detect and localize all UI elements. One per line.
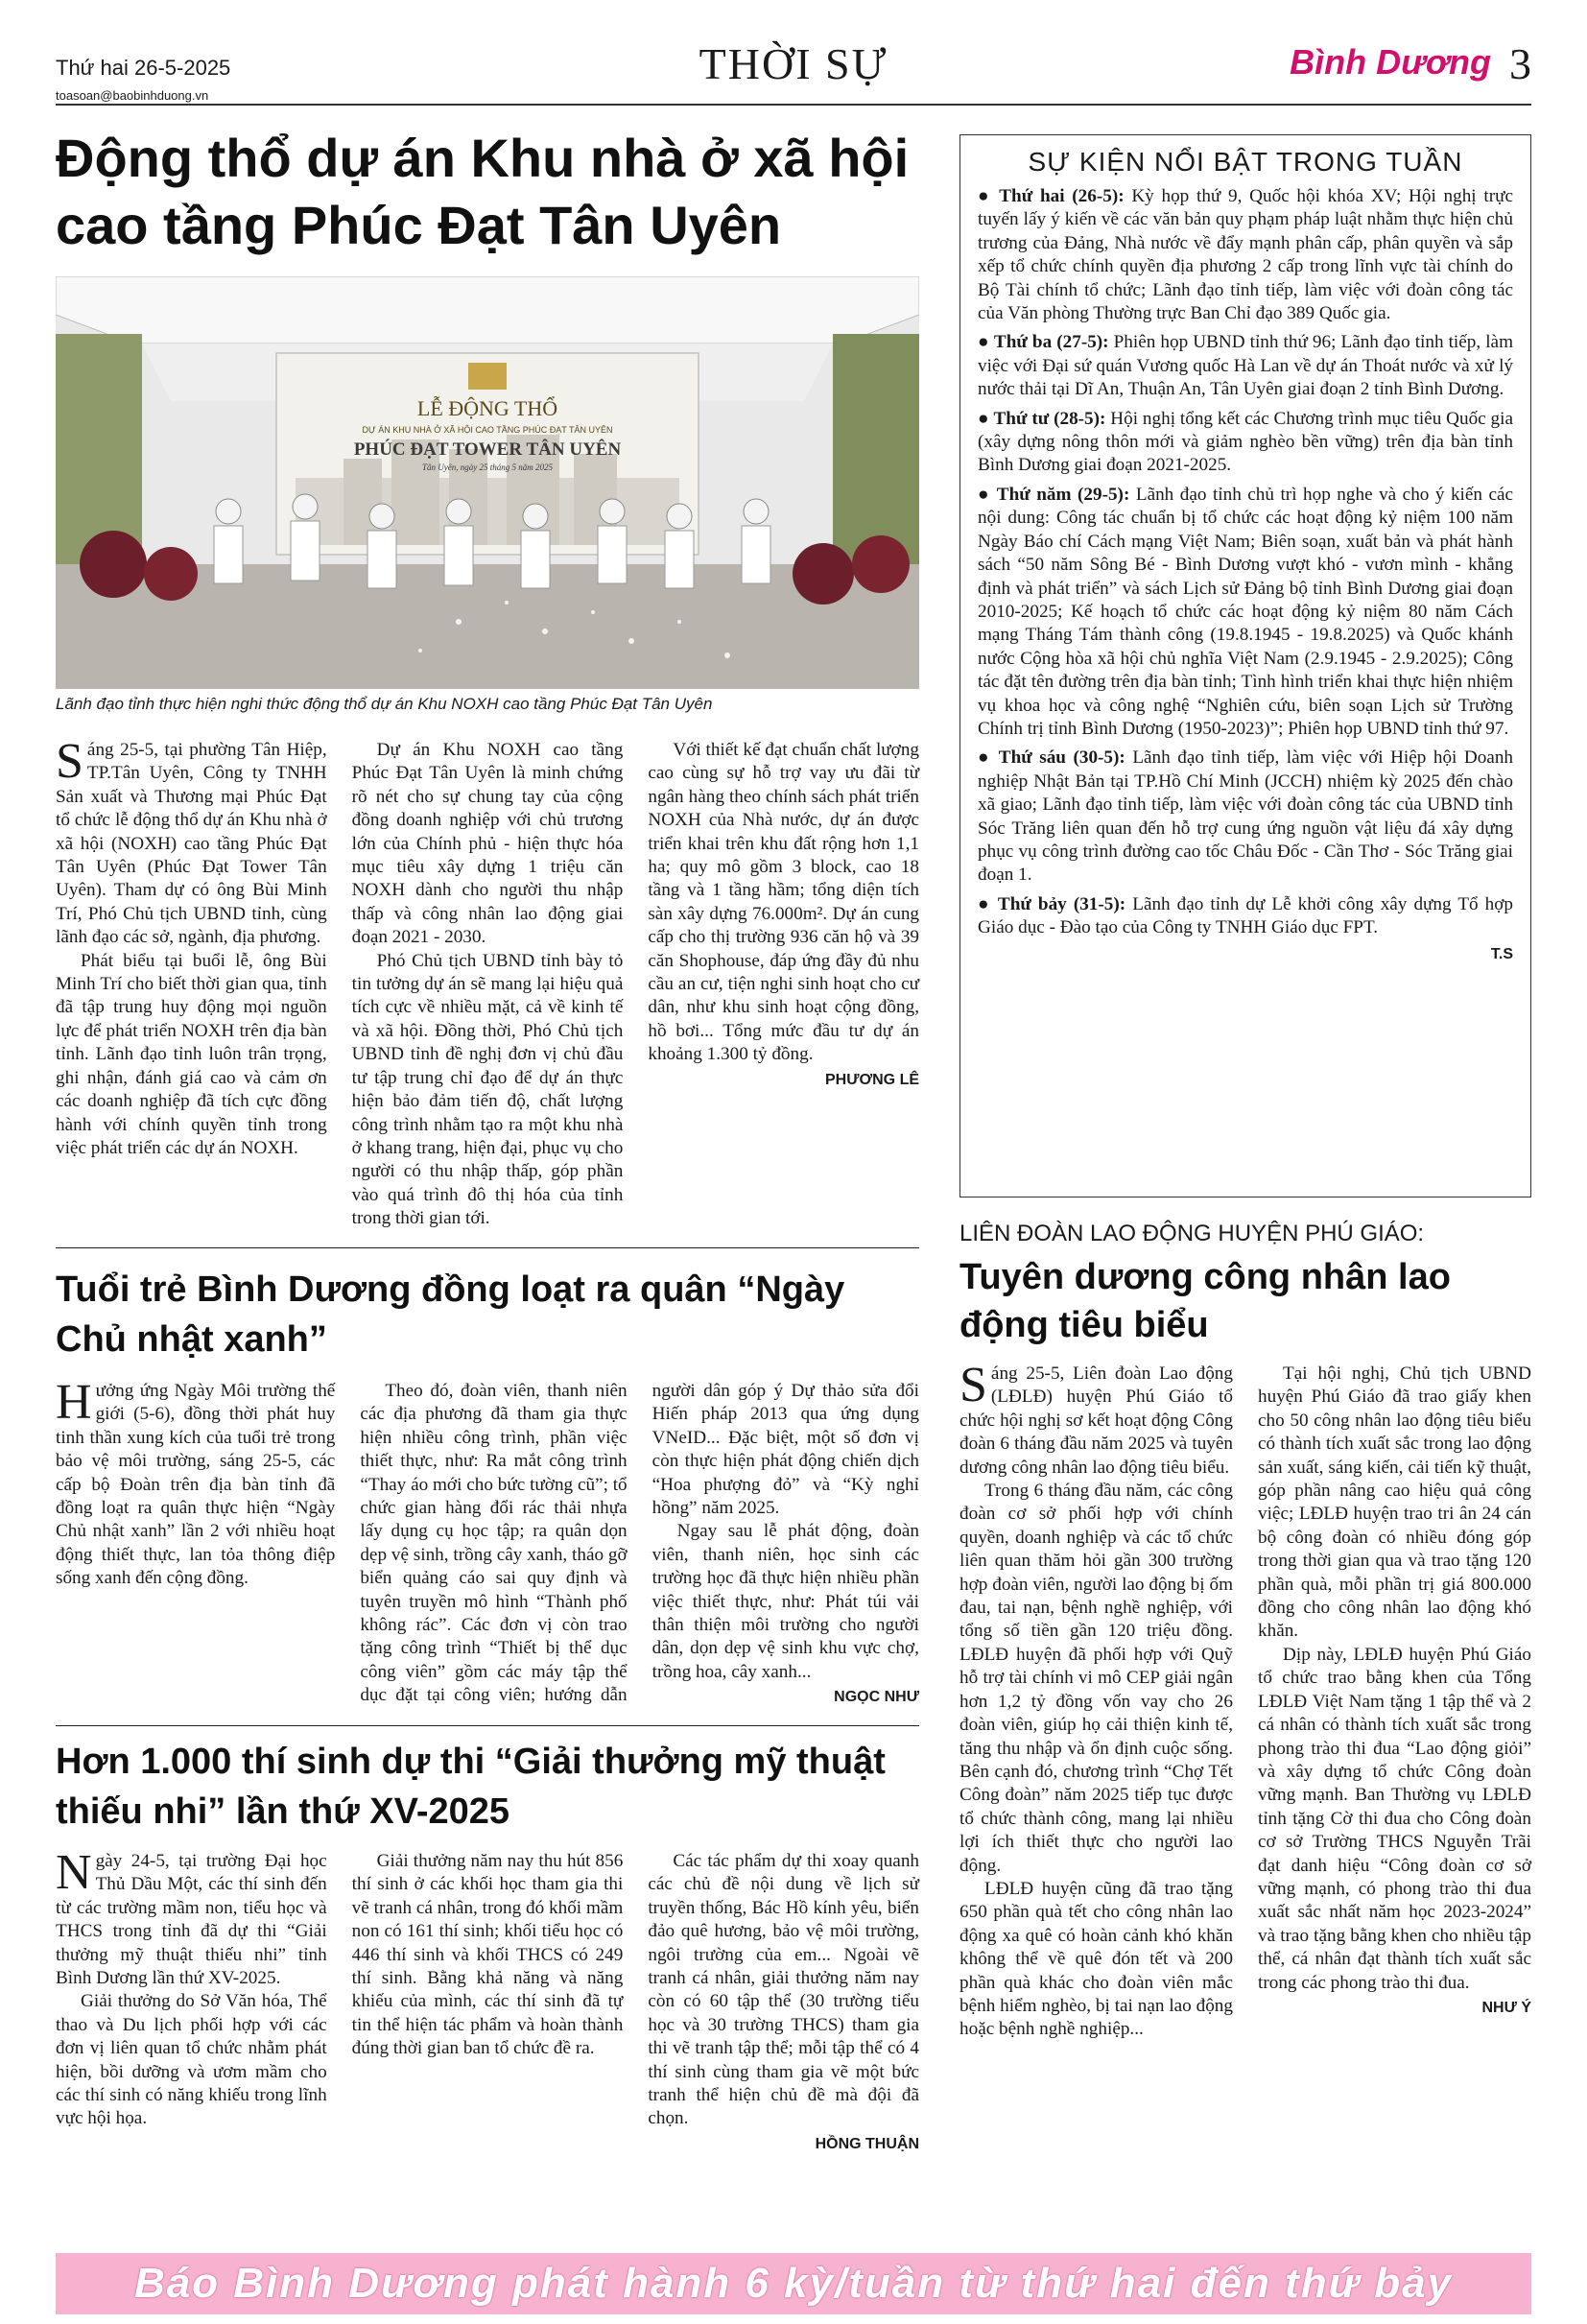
article1-col1 — [56, 734, 327, 1238]
article2-byline: NGỌC NHƯ — [834, 1689, 919, 1706]
article1-paragraph: Dự án Khu NOXH cao tầng Phúc Đạt Tân Uyên là minh chứng rõ nét cho sự chung tay của cộng đồng doanh nghiệp với chủ trương lớn của Chính phủ - hiện thực hóa mục tiêu xây dựng 1 triệu căn NOXH dành cho người thu nhập thấp và công nhân lao động giai đoạn 2021 - 2030. — [351, 740, 624, 948]
event-item: ● Thứ ba (27-5): Phiên họp UBND tỉnh thứ 96; Lãnh đạo tỉnh tiếp, làm việc với Đại sứ quán Vương quốc Hà Lan về dự án Thoát nước và xử lý nước thải tại Dĩ An, Thuận An, Tân Uyên giai đoạn 2 tỉnh Bình Dương. — [978, 332, 1513, 400]
event-text: Kỳ họp thứ 9, Quốc hội khóa XV; Hội nghị trực tuyến lấy ý kiến về các văn bản quy phạm pháp luật nhằm thực hiện chủ trương của Đảng, Nhà nước về đẩy mạnh phân cấp, phân quyền và sắp xếp tổ chức chính quyền địa phương 2 cấp trong lĩnh vực tài chính do Bộ Tài chính tổ chức; Lãnh đạo tỉnh tiếp, làm việc với đoàn công tác của Văn phòng Thường trực Ban Chỉ đạo 389 Quốc gia. — [978, 186, 1513, 324]
article2-paragraph: ưởng ứng Ngày Môi trường thế giới (5-6), đồng thời phát huy tinh thần xung kích của tuổi trẻ trong bảo vệ môi trường, sáng 25-5, các cấp bộ Đoàn trên địa bàn tỉnh đã đồng loạt ra quân thực hiện “Ngày Chủ nhật xanh” lần 2 với nhiều hoạt động thiết thực, lan tỏa thông điệp sống xanh đến cộng đồng. — [56, 1381, 336, 1589]
event-day: Thứ ba (27-5): — [993, 332, 1109, 353]
article4-drop-cap: S — [959, 1358, 987, 1412]
photo-banner-line2: DỰ ÁN KHU NHÀ Ở XÃ HỘI CAO TẦNG PHÚC ĐẠT TÂN UYÊN — [362, 425, 613, 435]
article3-paragraph: Giải thưởng do Sở Văn hóa, Thể thao và Du lịch phối hợp với các đơn vị liên quan tổ chức nhằm phát hiện, bồi dưỡng và ươm mầm cho các thí sinh có năng khiếu trong lĩnh vực hội họa. — [56, 1991, 327, 2129]
section-title: THỜI SỰ — [699, 39, 888, 88]
issue-date: Thứ hai 26-5-2025 — [56, 56, 231, 80]
article1-col3 — [648, 739, 919, 1238]
article3-body — [56, 1845, 920, 2234]
article1-paragraph: Với thiết kế đạt chuẩn chất lượng cao cùng sự hỗ trợ vay ưu đãi từ ngân hàng theo chính sách phát triển NOXH của Nhà nước, dự án được triển khai trên khu đất rộng hơn 1,1 ha; quy mô gồm 3 block, cao 18 tầng và 1 tầng hầm; tổng diện tích sàn xây dựng 76.000m². Dự án cung cấp cho thị trường 936 căn hộ và 39 căn Shophouse, đáp ứng đầy đủ nhu cầu an cư, tiện nghi sinh hoạt cho cư dân, như khu sinh hoạt cộng đồng, hồ bơi... Tổng mức đầu tư dự án khoảng 1.300 tỷ đồng. — [648, 740, 920, 1065]
article3-col1 — [56, 1845, 327, 2234]
photo-caption: Lãnh đạo tỉnh thực hiện nghi thức động thổ dự án Khu NOXH cao tầng Phúc Đạt Tân Uyên — [56, 695, 713, 713]
article1-col2 — [352, 739, 624, 1238]
events-title: SỰ KIỆN NỔI BẬT TRONG TUẦN — [1028, 147, 1463, 177]
article4-byline: NHƯ Ý — [1481, 1999, 1531, 2016]
photo-illustration — [56, 276, 919, 689]
event-item: ● Thứ bảy (31-5): Lãnh đạo tỉnh dự Lễ khởi công xây dựng Tổ hợp Giáo dục - Đào tạo của Công ty TNHH Giáo dục FPT. — [978, 893, 1514, 938]
weekly-events-box — [959, 134, 1531, 1198]
event-day: Thứ sáu (30-5): — [998, 747, 1125, 769]
newsroom-email[interactable]: toasoan@baobinhduong.vn — [56, 88, 209, 103]
photo-banner-line4: Tân Uyên, ngày 25 tháng 5 năm 2025 — [422, 462, 553, 472]
page-number: 3 — [1509, 39, 1531, 88]
article1-drop-cap: S — [56, 734, 83, 789]
article1-headline: Động thổ dự án Khu nhà ở xã hội cao tầng Phúc Đạt Tân Uyên — [56, 128, 910, 255]
article2-paragraph: Ngay sau lễ phát động, đoàn viên, thanh niên, học sinh các trường học đã thực hiện nhiều phần việc thiết thực, như: Phát túi vải thân thiện môi trường cho người dân, dọn dẹp vệ sinh khu vực chợ, trồng hoa, cây xanh... — [651, 1521, 919, 1682]
article1-paragraph: Phó Chủ tịch UBND tỉnh bày tỏ tin tưởng dự án sẽ mang lại hiệu quả tích cực về nhiều mặt, cả về kinh tế và xã hội. Đồng thời, Phó Chủ tịch UBND tỉnh đề nghị đơn vị chủ đầu tư tập trung chỉ đạo để dự án thực hiện bảo đảm tiến độ, chất lượng công trình nhằm tạo ra một khu nhà ở khang trang, hiện đại, phục vụ cho người có thu nhập thấp, góp phần vào quá trình đô thị hóa của tỉnh trong thời gian tới. — [351, 950, 624, 1229]
header-divider — [56, 104, 1531, 106]
article2-body — [56, 1375, 919, 1716]
article3-paragraph: Các tác phẩm dự thi xoay quanh các chủ đề nội dung về lịch sử truyền thống, Bác Hồ kính yêu, biển đảo quê hương, bảo vệ môi trường, ngôi trường của em... Ngoài vẽ tranh cá nhân, giải thưởng năm nay còn có 60 tập thể (30 trường tiểu học và 30 trường THCS) tham gia thi vẽ tranh tập thể; mỗi tập thể có 4 thí sinh cùng tham gia vẽ một bức tranh thể hiện chủ đề mà đội đã chọn. — [648, 1851, 920, 2129]
events-byline: T.S — [1490, 945, 1513, 962]
article2-headline: Tuổi trẻ Bình Dương đồng loạt ra quân “Ngày Chủ nhật xanh” — [56, 1269, 845, 1360]
event-day: Thứ năm (29-5): — [996, 484, 1130, 505]
article4-paragraph: Trong 6 tháng đầu năm, các công đoàn cơ sở phối hợp với chính quyền, doanh nghiệp và các tổ chức liên quan thăm hỏi gần 300 trường hợp đoàn viên, người lao động bị ốm đau, tai nạn, bệnh nghề nghiệp, với tổng số tiền gần 120 triệu đồng. LĐLĐ huyện đã phối hợp với Quỹ hỗ trợ tài chính vi mô CEP giải ngân hơn 1,2 tỷ đồng vốn vay cho 26 đoàn viên, giúp họ cải thiện kinh tế, tăng thu nhập và ổn định cuộc sống. Bên cạnh đó, chương trình “Chợ Tết Công đoàn” năm 2025 tiếp tục được tổ chức thành công, mang lại nhiều lợi ích thiết thực cho người lao động. — [959, 1481, 1233, 1876]
event-item: ● Thứ năm (29-5): Lãnh đạo tỉnh chủ trì họp nghe và cho ý kiến các nội dung: Công tác chuẩn bị tổ chức các hoạt động kỷ niệm 100 năm Ngày Báo chí Cách mạng Việt Nam; Biên soạn, xuất bản và phát hành sách “50 năm Sông Bé - Bình Dương vượt khó - vươn mình - khẳng định và phát triển” và sách Lịch sử Đảng bộ tỉnh Bình Dương giai đoạn 2010-2025; Kế hoạch tổ chức các hoạt động kỷ niệm 80 năm Cách mạng Tháng Tám thành công (19.8.1945 - 19.8.2025) và Quốc khánh nước Cộng hòa xã hội chủ nghĩa Việt Nam (2.9.1945 - 2.9.2025); Công tác đặt tên đường trên địa bàn tỉnh; Tình hình triển khai thực hiện nhiệm vụ khoa học và công nghệ “Nghiên cứu, biên soạn Lịch sử Trường Chính trị tỉnh Bình Dương (1950-2023)”; Phiên họp UBND tỉnh thứ 97. — [978, 484, 1514, 739]
event-text: Lãnh đạo tỉnh dự Lễ khởi công xây dựng Tổ hợp Giáo dục - Đào tạo của Công ty TNHH Giáo dục FPT. — [978, 893, 1514, 938]
event-item: ● Thứ tư (28-5): Hội nghị tổng kết các Chương trình mục tiêu Quốc gia (xây dựng nông thôn mới và giảm nghèo bền vững) trên địa bàn tỉnh Bình Dương giai đoạn 2021-2025. — [978, 408, 1513, 476]
article4-kicker: LIÊN ĐOÀN LAO ĐỘNG HUYỆN PHÚ GIÁO: — [959, 1221, 1425, 1246]
article1-paragraph: áng 25-5, tại phường Tân Hiệp, TP.Tân Uyên, Công ty TNHH Sản xuất và Thương mại Phúc Đạt tổ chức lễ động thổ dự án Khu nhà ở xã hội (NOXH) cao tầng Phúc Đạt Tân Uyên (Phúc Đạt Tower Tân Uyên). Tham dự có ông Bùi Minh Trí, Phó Chủ tịch UBND tỉnh, cùng lãnh đạo các sở, ngành, địa phương. — [56, 740, 327, 948]
photo-banner-line1: LỄ ĐỘNG THỔ — [416, 396, 558, 420]
article4-headline: Tuyên dương công nhân lao động tiêu biểu — [959, 1257, 1451, 1345]
article3-paragraph: Giải thưởng năm nay thu hút 856 thí sinh ở các khối học tham gia thi vẽ tranh cá nhân, trong đó khối mầm non có 161 thí sinh; khối tiểu học có 446 thí sinh và khối THCS có 249 thí sinh. Bằng khả năng và năng khiếu của mình, các thí sinh đã tự tin thể hiện tác phẩm và hoàn thành đúng thời gian ban tổ chức đề ra. — [351, 1851, 624, 2059]
newspaper-logo: Bình Dương — [1290, 42, 1491, 82]
article4-paragraph: áng 25-5, Liên đoàn Lao động (LĐLĐ) huyện Phú Giáo tổ chức hội nghị sơ kết hoạt động Công đoàn 6 tháng đầu năm 2025 và tuyên dương công nhân lao động tiêu biểu. — [959, 1364, 1233, 1478]
article4-col1 — [959, 1358, 1233, 2236]
article2-col1 — [56, 1375, 336, 1716]
article1-byline: PHƯƠNG LÊ — [824, 1071, 920, 1088]
event-day: Thứ bảy (31-5): — [997, 893, 1126, 914]
article-divider — [56, 1247, 919, 1248]
article3-col3 — [648, 1850, 919, 2234]
article2-paragraph: Theo đó, đoàn viên, thanh niên các địa phương đã tham gia thực hiện nhiều công trình, phần việc thiết thực, như: Ra mắt công trình “Thay áo mới cho bức tường cũ”; tổ chức gian hàng đổi rác thải nhựa lấy dụng cụ học tập; ra quân dọn dẹp vệ sinh, trồng cây xanh, tháo gỡ biển quảng cáo sai quy định và tuyên truyền mô hình “Thành phố không rác”. Các đơn vị còn trao tặng công trình “Thiết bị thể dục công viên” gồm các máy tập thể dục đặt tại công viên; hướng dẫn người dân góp ý Dự thảo sửa đổi Hiến pháp 2013 qua ứng dụng VNeID... Đặc biệt, một số đơn vị còn thực hiện phát động chiến dịch “Hoa phượng đỏ” và “Kỳ nghỉ hồng” năm 2025. — [360, 1381, 919, 1706]
article2-drop-cap: H — [56, 1375, 92, 1430]
footer-banner — [56, 2253, 1531, 2314]
event-text: Hội nghị tổng kết các Chương trình mục tiêu Quốc gia (xây dựng nông thôn mới và giảm nghèo bền vững) trên địa bàn tỉnh Bình Dương giai đoạn 2021-2025. — [978, 408, 1513, 476]
event-text: Phiên họp UBND tỉnh thứ 96; Lãnh đạo tỉnh tiếp, làm việc với Đại sứ quán Vương quốc Hà Lan về dự án Thoát nước và xử lý nước thải tại Dĩ An, Thuận An, Tân Uyên giai đoạn 2 tỉnh Bình Dương. — [978, 332, 1513, 400]
article2-col2 — [360, 1380, 919, 1716]
footer-banner-text: Báo Bình Dương phát hành 6 kỳ/tuần từ thứ hai đến thứ bảy — [133, 2260, 1454, 2307]
article4-paragraph: Dịp này, LĐLĐ huyện Phú Giáo tổ chức trao bằng khen của Tổng LĐLĐ Việt Nam tặng 1 tập thể và 2 cá nhân có thành tích xuất sắc trong phong trào thi đua “Lao động giỏi” và xây dựng tổ chức Công đoàn vững mạnh. Ban Thường vụ LĐLĐ tỉnh tặng Cờ thi đua cho Công đoàn cơ sở Trường THCS Nguyễn Trãi đạt danh hiệu “Công đoàn cơ sở vững mạnh, có phong trào thi đua xuất sắc nhất năm học 2023-2024” và trao tặng bằng khen cho nhiều tập thể, cá nhân đạt thành tích xuất sắc trong các phong trào thi đua. — [1258, 1644, 1531, 1993]
article4-col2 — [1258, 1363, 1531, 2236]
event-item: ● Thứ sáu (30-5): Lãnh đạo tỉnh tiếp, làm việc với Hiệp hội Doanh nghiệp Nhật Bản tại TP.Hồ Chí Minh (JCCH) nhiệm kỳ 2025 đến chào xã giao; Lãnh đạo tỉnh tiếp, làm việc với đoàn công tác của UBND tỉnh Sóc Trăng liên quan đến hỗ trợ cung ứng nguồn vật liệu đá xây dựng phục vụ công trình đường cao tốc Châu Đốc - Cần Thơ - Sóc Trăng giai đoạn 1. — [978, 747, 1514, 886]
photo-banner-line3: PHÚC ĐẠT TOWER TÂN UYÊN — [353, 439, 622, 460]
article1-body — [56, 734, 920, 1238]
event-text: Lãnh đạo tỉnh tiếp, làm việc với Hiệp hội Doanh nghiệp Nhật Bản tại TP.Hồ Chí Minh (JCCH) nhiệm kỳ 2025 đến chào xã giao; Lãnh đạo tỉnh tiếp, làm việc với đoàn công tác của UBND tỉnh Sóc Trăng liên quan đến hỗ trợ cung ứng nguồn vật liệu đá xây dựng phục vụ công trình đường cao tốc Châu Đốc - Cần Thơ - Sóc Trăng giai đoạn 1. — [978, 747, 1514, 886]
event-day: Thứ hai (26-5): — [999, 186, 1125, 206]
article3-byline: HỒNG THUẬN — [815, 2135, 920, 2152]
article4-paragraph: LĐLĐ huyện cũng đã trao tặng 650 phần quà tết cho công nhân lao động xa quê có hoàn cảnh khó khăn không thể về quê đón tết và 200 phần quà khác cho đoàn viên mắc bệnh hiểm nghèo, bị tai nạn lao động hoặc bệnh nghề nghiệp... — [959, 1878, 1233, 2040]
event-text: Lãnh đạo tỉnh chủ trì họp nghe và cho ý kiến các nội dung: Công tác chuẩn bị tổ chức các hoạt động kỷ niệm 100 năm Ngày Báo chí Cách mạng Việt Nam; Biên soạn, xuất bản và phát hành sách “50 năm Sông Bé - Bình Dương vượt khó - vươn mình - khẳng định và phát triển” và sách Lịch sử Đảng bộ tỉnh Bình Dương giai đoạn 2010-2025; Kế hoạch tổ chức các hoạt động kỷ niệm 80 năm Cách mạng Tháng Tám thành công (19.8.1945 - 19.8.2025) và Quốc khánh nước Cộng hòa xã hội chủ nghĩa Việt Nam (2.9.1945 - 2.9.2025); Công tác đặt tên đường trên địa bàn tỉnh; Tình hình triển khai thực hiện nhiệm vụ khoa học và công nghệ “Nghiên cứu, biên soạn Lịch sử Trường Chính trị tỉnh Bình Dương (1950-2023)”; Phiên họp UBND tỉnh thứ 97. — [978, 484, 1514, 739]
event-day: Thứ tư (28-5): — [993, 408, 1106, 429]
article4-paragraph: Tại hội nghị, Chủ tịch UBND huyện Phú Giáo đã trao giấy khen cho 50 công nhân lao động tiêu biểu có thành tích xuất sắc trong lao động sản xuất, sáng kiến, cải tiến kỹ thuật, góp phần nâng cao hiệu quả công việc; LĐLĐ huyện trao tri ân 24 cán bộ công đoàn có nhiều đóng góp trong thời gian qua và trao tặng 120 phần quà, mỗi phần trị giá 800.000 đồng cho công nhân lao động khó khăn. — [1258, 1364, 1531, 1642]
article3-headline: Hơn 1.000 thí sinh dự thi “Giải thưởng mỹ thuật thiếu nhi” lần thứ XV-2025 — [56, 1742, 886, 1832]
article-divider — [56, 1725, 919, 1726]
article3-paragraph: gày 24-5, tại trường Đại học Thủ Dầu Một, các thí sinh đến từ các trường mầm non, tiểu học và THCS trong tỉnh đã dự thi “Giải thưởng mỹ thuật thiếu nhi” tỉnh Bình Dương lần thứ XV-2025. — [56, 1851, 327, 1989]
groundbreaking-photo — [56, 276, 919, 689]
article3-drop-cap: N — [56, 1845, 92, 1900]
event-item: ● Thứ hai (26-5): Kỳ họp thứ 9, Quốc hội khóa XV; Hội nghị trực tuyến lấy ý kiến về các văn bản quy phạm pháp luật nhằm thực hiện chủ trương của Đảng, Nhà nước về đẩy mạnh phân cấp, phân quyền và sắp xếp tổ chức chính quyền địa phương 2 cấp trong lĩnh vực tài chính do Bộ Tài chính tổ chức; Lãnh đạo tỉnh tiếp, làm việc với đoàn công tác của Văn phòng Thường trực Ban Chỉ đạo 389 Quốc gia. — [978, 186, 1513, 324]
article3-col2 — [352, 1850, 624, 2234]
article4-body — [959, 1358, 1531, 2236]
article1-paragraph: Phát biểu tại buổi lễ, ông Bùi Minh Trí cho biết thời gian qua, tỉnh đã tập trung huy động mọi nguồn lực để phát triển NOXH trên địa bàn tỉnh. Lãnh đạo tỉnh luôn trân trọng, ghi nhận, đánh giá cao và cảm ơn các doanh nghiệp đã tích cực đồng hành với chính quyền tỉnh trong việc phát triển các dự án NOXH. — [56, 950, 327, 1158]
